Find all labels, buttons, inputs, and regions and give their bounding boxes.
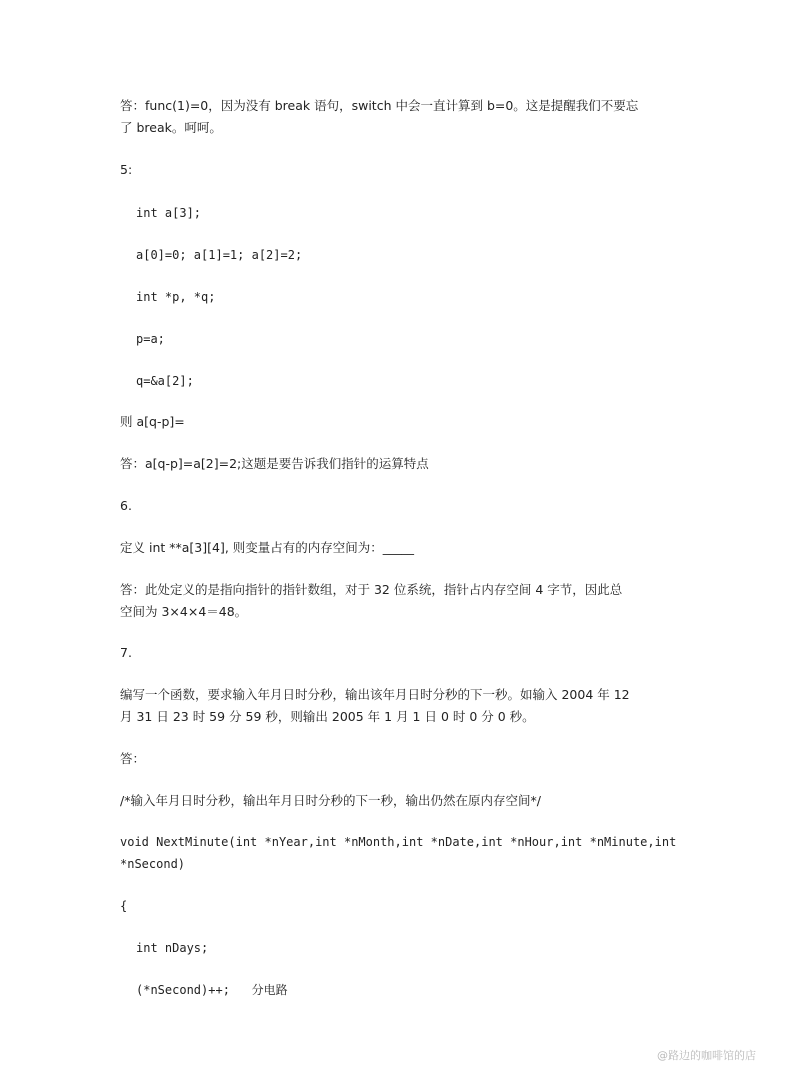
code-5-line-5: q=&a[2];	[136, 374, 194, 388]
code-7-signature-line-1: void NextMinute(int *nYear,int *nMonth,int *nDate,int *nHour,int *nMinute,int	[120, 835, 677, 849]
code-5-line-1: int a[3];	[136, 206, 202, 220]
answer-4-line-1: 答：func(1)=0，因为没有 break 语句，switch 中会一直计算到 b=0。这是提醒我们不要忘	[120, 98, 639, 113]
code-7-comment: /*输入年月日时分秒，输出年月日时分秒的下一秒，输出仍然在原内存空间*/	[120, 793, 541, 808]
question-6-text: 定义 int **a[3][4], 则变量占有的内存空间为：_____	[120, 540, 415, 555]
answer-6-line-2: 空间为 3×4×4＝48。	[120, 604, 248, 619]
answer-4-line-2: 了 break。呵呵。	[120, 120, 222, 135]
code-7-body-line-1: int nDays;	[136, 941, 209, 955]
code-5-line-3: int *p, *q;	[136, 290, 216, 304]
answer-5: 答：a[q-p]=a[2]=2;这题是要告诉我们指针的运算特点	[120, 456, 429, 471]
question-5-ask: 则 a[q-p]=	[120, 414, 185, 429]
question-7-number: 7.	[120, 645, 132, 660]
answer-7-label: 答：	[120, 751, 146, 766]
code-7-open-brace: {	[120, 899, 128, 913]
code-5-line-4: p=a;	[136, 332, 165, 346]
code-7-body-line-2: (*nSecond)++; 分电路	[136, 983, 288, 997]
question-5-number: 5:	[120, 162, 133, 177]
question-7-text-line-2: 月 31 日 23 时 59 分 59 秒，则输出 2005 年 1 月 1 日 0 时 0 分 0 秒。	[120, 709, 535, 724]
code-7-signature-line-2: *nSecond)	[120, 857, 186, 871]
answer-6-line-1: 答：此处定义的是指向指针的指针数组，对于 32 位系统，指针占内存空间 4 字节，因此总	[120, 582, 623, 597]
question-6-number: 6.	[120, 498, 132, 513]
question-7-text-line-1: 编写一个函数，要求输入年月日时分秒，输出该年月日时分秒的下一秒。如输入 2004 年 12	[120, 687, 630, 702]
code-5-line-2: a[0]=0; a[1]=1; a[2]=2;	[136, 248, 303, 262]
watermark: @路边的咖啡馆的店	[657, 1049, 756, 1062]
